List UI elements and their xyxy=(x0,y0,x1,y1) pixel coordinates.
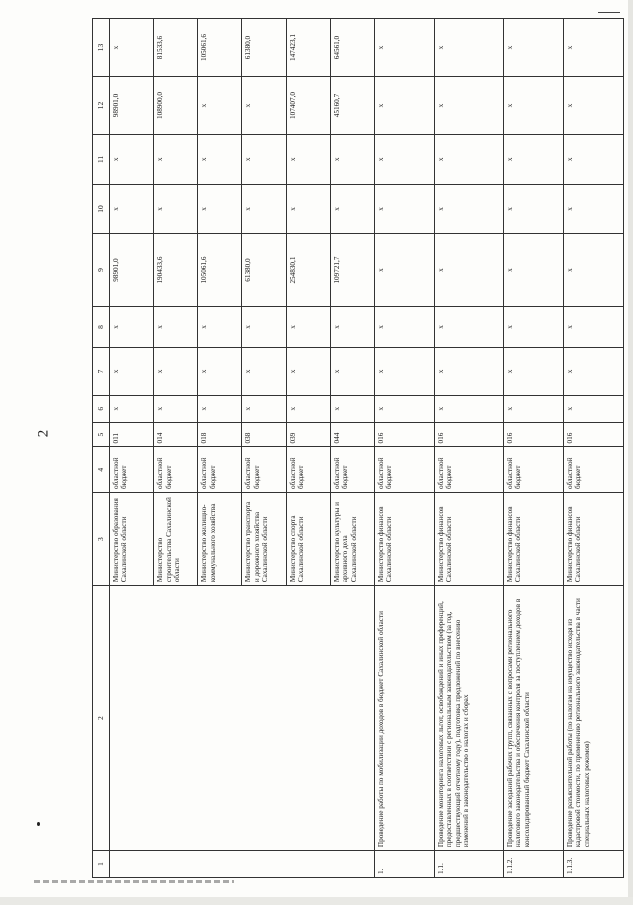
value-cell: x xyxy=(503,348,563,396)
value-cell: 81533,6 xyxy=(154,19,198,77)
value-cell: x xyxy=(286,134,330,184)
item-number: 1. xyxy=(374,851,434,878)
value-cell: x xyxy=(110,306,154,347)
value-cell: x xyxy=(374,348,434,396)
value-cell: x xyxy=(563,395,623,422)
column-header: 9 xyxy=(93,234,110,306)
value-cell: x xyxy=(330,184,374,234)
scan-mark xyxy=(598,12,620,13)
value-cell: 105061,6 xyxy=(198,19,242,77)
budget-cell: областной бюджет xyxy=(154,447,198,493)
value-cell: x xyxy=(330,348,374,396)
item-number: 1.1.2. xyxy=(503,851,563,878)
value-cell: 105061,6 xyxy=(198,234,242,306)
value-cell: 108900,0 xyxy=(154,77,198,135)
value-cell: x xyxy=(154,348,198,396)
budget-cell: областной бюджет xyxy=(110,447,154,493)
ministry-cell: Министерство спорта Сахалинской области xyxy=(286,493,330,586)
column-header: 5 xyxy=(93,422,110,447)
value-cell: x xyxy=(110,184,154,234)
value-cell: x xyxy=(286,306,330,347)
value-cell: x xyxy=(110,134,154,184)
value-cell: x xyxy=(374,395,434,422)
value-cell: x xyxy=(434,234,503,306)
value-cell: 61380,0 xyxy=(242,19,286,77)
value-cell: x xyxy=(374,134,434,184)
value-cell: x xyxy=(503,234,563,306)
value-cell: x xyxy=(242,134,286,184)
value-cell: 64561,0 xyxy=(330,19,374,77)
column-header: 4 xyxy=(93,447,110,493)
table-row xyxy=(503,19,563,878)
value-cell: x xyxy=(286,184,330,234)
value-cell: 147423,1 xyxy=(286,19,330,77)
code-cell: 016 xyxy=(434,422,503,447)
value-cell: x xyxy=(198,348,242,396)
value-cell: 45160,7 xyxy=(330,77,374,135)
budget-cell: областной бюджет xyxy=(563,447,623,493)
value-cell: x xyxy=(503,134,563,184)
code-cell: 016 xyxy=(374,422,434,447)
value-cell: x xyxy=(242,395,286,422)
code-cell: 018 xyxy=(198,422,242,447)
code-cell: 038 xyxy=(242,422,286,447)
value-cell: x xyxy=(374,306,434,347)
item-description: Проведение разъяснительной работы (по налогам на имущество исходя из кадастровой стоимости, по применению регионального законодательства в части специальных налоговых режимов) xyxy=(563,586,623,851)
value-cell: x xyxy=(563,19,623,77)
value-cell: 254830,1 xyxy=(286,234,330,306)
value-cell: 109721,7 xyxy=(330,234,374,306)
scan-dot xyxy=(37,822,40,826)
column-header: 8 xyxy=(93,306,110,347)
item-number: 1.1. xyxy=(434,851,503,878)
value-cell: x xyxy=(434,19,503,77)
column-header: 6 xyxy=(93,395,110,422)
merged-cell xyxy=(110,851,375,878)
value-cell: x xyxy=(242,348,286,396)
value-cell: x xyxy=(434,395,503,422)
scan-edge xyxy=(628,0,633,905)
code-cell: 011 xyxy=(110,422,154,447)
value-cell: x xyxy=(110,348,154,396)
code-cell: 016 xyxy=(563,422,623,447)
value-cell: x xyxy=(330,306,374,347)
item-number: 1.1.3. xyxy=(563,851,623,878)
budget-table xyxy=(92,18,624,878)
value-cell: 98901,0 xyxy=(110,234,154,306)
value-cell: x xyxy=(563,348,623,396)
ministry-cell: Министерство финансов Сахалинской области xyxy=(563,493,623,586)
value-cell: x xyxy=(198,77,242,135)
value-cell: x xyxy=(563,134,623,184)
page-number: 2 xyxy=(35,429,52,438)
item-description: Проведение работы по мобилизации доходов в бюджет Сахалинской области xyxy=(374,586,434,851)
column-header: 13 xyxy=(93,19,110,77)
value-cell: x xyxy=(154,134,198,184)
ministry-cell: Министерство финансов Сахалинской области xyxy=(434,493,503,586)
ministry-cell: Министерство финансов Сахалинской области xyxy=(503,493,563,586)
value-cell: x xyxy=(563,234,623,306)
value-cell: x xyxy=(198,395,242,422)
budget-cell: областной бюджет xyxy=(503,447,563,493)
value-cell: x xyxy=(198,306,242,347)
table-row xyxy=(563,19,623,878)
ministry-cell: Министерство жилищно-коммунального хозяйства xyxy=(198,493,242,586)
value-cell: x xyxy=(110,395,154,422)
ministry-cell: Министерство строительства Сахалинской области xyxy=(154,493,198,586)
value-cell: x xyxy=(374,184,434,234)
budget-cell: областной бюджет xyxy=(374,447,434,493)
value-cell: x xyxy=(503,395,563,422)
column-header: 10 xyxy=(93,184,110,234)
ministry-cell: Министерство культуры и архивного дела Сахалинской области xyxy=(330,493,374,586)
value-cell: x xyxy=(242,184,286,234)
value-cell: 107407,0 xyxy=(286,77,330,135)
value-cell: x xyxy=(198,184,242,234)
budget-cell: областной бюджет xyxy=(242,447,286,493)
value-cell: x xyxy=(434,134,503,184)
item-description: Проведение заседаний рабочих групп, связанных с вопросами регионального налогового законодательства и обеспечения контроля за поступлением доходов в консолидированный бюджет Сахалинской области xyxy=(503,586,563,851)
value-cell: x xyxy=(330,395,374,422)
value-cell: x xyxy=(503,77,563,135)
value-cell: x xyxy=(434,184,503,234)
value-cell: x xyxy=(503,19,563,77)
column-header: 1 xyxy=(93,851,110,878)
code-cell: 039 xyxy=(286,422,330,447)
value-cell: x xyxy=(242,77,286,135)
budget-cell: областной бюджет xyxy=(330,447,374,493)
ministry-cell: Министерство транспорта и дорожного хозяйства Сахалинской области xyxy=(242,493,286,586)
value-cell: 98901,0 xyxy=(110,77,154,135)
value-cell: x xyxy=(503,306,563,347)
value-cell: x xyxy=(434,306,503,347)
value-cell: x xyxy=(563,184,623,234)
ministry-cell: Министерство образования Сахалинской области xyxy=(110,493,154,586)
code-cell: 016 xyxy=(503,422,563,447)
ministry-cell: Министерство финансов Сахалинской области xyxy=(374,493,434,586)
value-cell: x xyxy=(434,77,503,135)
value-cell: x xyxy=(503,184,563,234)
value-cell: x xyxy=(154,184,198,234)
code-cell: 044 xyxy=(330,422,374,447)
value-cell: x xyxy=(198,134,242,184)
column-header: 11 xyxy=(93,134,110,184)
value-cell: x xyxy=(374,77,434,135)
budget-cell: областной бюджет xyxy=(434,447,503,493)
merged-cell xyxy=(110,586,375,851)
column-header: 12 xyxy=(93,77,110,135)
table-row xyxy=(434,19,503,878)
value-cell: x xyxy=(374,234,434,306)
code-cell: 014 xyxy=(154,422,198,447)
table-row xyxy=(110,19,154,878)
value-cell: x xyxy=(286,348,330,396)
column-header: 3 xyxy=(93,493,110,586)
item-description: Проведение мониторинга налоговых льгот, освобождений и иных преференций, предоставленных в соответствии с региональным законодательством (за год, предшествующий отчетному году), подготовка предложений по внесению изменений в законодательство о налогах и сборах xyxy=(434,586,503,851)
value-cell: x xyxy=(563,306,623,347)
value-cell: x xyxy=(286,395,330,422)
column-header: 2 xyxy=(93,586,110,851)
value-cell: x xyxy=(242,306,286,347)
value-cell: x xyxy=(374,19,434,77)
value-cell: x xyxy=(330,134,374,184)
value-cell: x xyxy=(563,77,623,135)
value-cell: x xyxy=(154,395,198,422)
value-cell: x xyxy=(434,348,503,396)
value-cell: 190433,6 xyxy=(154,234,198,306)
scan-edge-bottom xyxy=(0,897,633,905)
budget-cell: областной бюджет xyxy=(286,447,330,493)
value-cell: 61380,0 xyxy=(242,234,286,306)
column-header: 7 xyxy=(93,348,110,396)
value-cell: x xyxy=(154,306,198,347)
column-number-row xyxy=(93,19,110,878)
scan-smudge xyxy=(34,880,234,883)
value-cell: x xyxy=(110,19,154,77)
budget-cell: областной бюджет xyxy=(198,447,242,493)
rotated-table-sheet xyxy=(92,18,624,878)
table-row xyxy=(374,19,434,878)
